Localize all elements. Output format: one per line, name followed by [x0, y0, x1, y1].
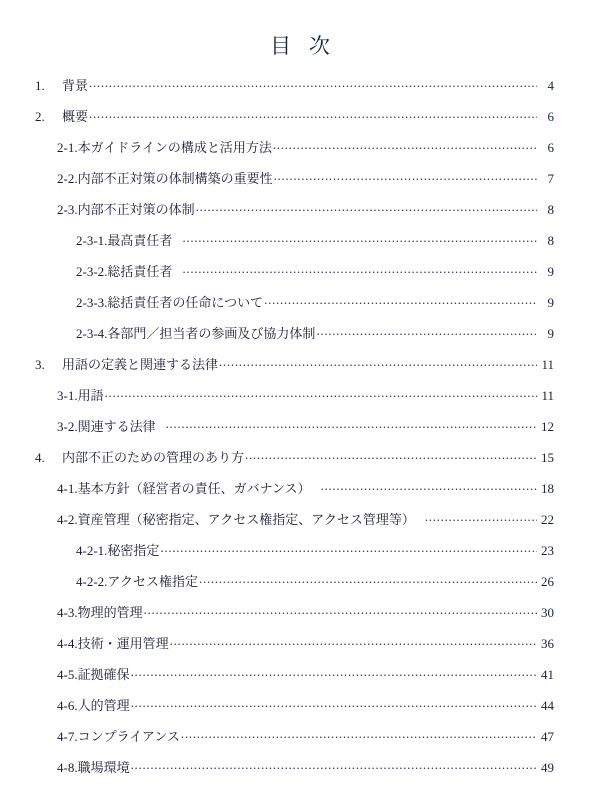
toc-entry-number: 4-4.: [57, 636, 78, 652]
toc-entry-label: 内部不正対策の体制構築の重要性: [77, 171, 273, 187]
dot-leader: [245, 449, 537, 462]
toc-entry-number: 3.: [35, 357, 45, 373]
toc-entry-page-number: 41: [541, 667, 554, 683]
toc-entry[interactable]: [0, 292, 600, 323]
dot-leader: [321, 480, 537, 493]
toc-entry[interactable]: [0, 385, 600, 416]
toc-entry-page-number: 12: [541, 419, 554, 435]
toc-entry-number: 4-2-1.: [76, 543, 108, 559]
dot-leader: [166, 418, 537, 431]
toc-entry-number: 4-6.: [57, 698, 78, 714]
toc-entry-label: 基本方針（経営者の責任、ガバナンス）: [77, 481, 311, 497]
toc-entry-page-number: 6: [547, 109, 554, 125]
toc-entry-label: 用語: [77, 388, 104, 404]
toc-entry[interactable]: [0, 726, 600, 757]
toc-entry-page-number: 18: [541, 481, 554, 497]
toc-entry-number: 2.: [35, 109, 45, 125]
toc-entry-number: 2-3-2.: [76, 264, 108, 280]
dot-leader: [264, 294, 537, 307]
toc-entry-page-number: 22: [541, 512, 554, 528]
dot-leader: [199, 573, 537, 586]
dot-leader: [182, 232, 537, 245]
toc-entry-label: 職場環境: [77, 760, 130, 776]
toc-entry-page-number: 11: [541, 388, 554, 404]
page-title: 目 次: [270, 34, 337, 58]
toc-entry-label: 関連する法律: [77, 419, 156, 435]
dot-leader: [131, 666, 537, 679]
toc-entry-page-number: 49: [541, 760, 554, 776]
toc-entry[interactable]: [0, 261, 600, 292]
dot-leader: [273, 139, 537, 152]
toc-entry-number: 4-2-2.: [76, 574, 108, 590]
toc-entry-page-number: 9: [547, 295, 554, 311]
toc-entry-page-number: 8: [547, 233, 554, 249]
dot-leader: [170, 635, 537, 648]
dot-leader: [144, 604, 537, 617]
toc-entry[interactable]: [0, 695, 600, 726]
toc-entry-number: 4-1.: [57, 481, 78, 497]
toc-entry[interactable]: [0, 137, 600, 168]
toc-entry-label: 本ガイドラインの構成と活用方法: [77, 140, 272, 156]
dot-leader: [89, 77, 537, 90]
toc-entry-number: 1.: [35, 78, 45, 94]
dot-leader: [425, 511, 537, 524]
toc-entry-label: 総括責任者の任命について: [107, 295, 264, 311]
toc-entry-number: 4-8.: [57, 760, 78, 776]
toc-entry-label: 証拠確保: [77, 667, 130, 683]
toc-entry-number: 2-3-4.: [76, 326, 108, 342]
toc-entry-number: 4.: [35, 450, 45, 466]
dot-leader: [182, 263, 537, 276]
dot-leader: [89, 108, 537, 121]
toc-entry-number: 2-3-3.: [76, 295, 108, 311]
toc-entry-number: 2-3-1.: [76, 233, 108, 249]
toc-entry[interactable]: [0, 323, 600, 354]
dot-leader: [196, 201, 537, 214]
toc-entry-page-number: 11: [541, 357, 554, 373]
toc-entry[interactable]: [0, 664, 600, 695]
table-of-contents: [0, 59, 600, 788]
toc-entry-page-number: 26: [541, 574, 554, 590]
toc-entry[interactable]: [0, 478, 600, 509]
toc-entry-label: 人的管理: [77, 698, 130, 714]
dot-leader: [160, 542, 537, 555]
toc-entry[interactable]: [0, 168, 600, 199]
dot-leader: [105, 387, 537, 400]
toc-entry-label: 最高責任者: [107, 233, 173, 249]
toc-entry[interactable]: [0, 571, 600, 602]
toc-entry[interactable]: [0, 199, 600, 230]
toc-entry-label: 内部不正のための管理のあり方: [62, 450, 245, 466]
toc-entry-number: 4-2.: [57, 512, 78, 528]
toc-entry-page-number: 30: [541, 605, 554, 621]
dot-leader: [131, 759, 537, 772]
toc-entry[interactable]: [0, 757, 600, 788]
toc-entry-page-number: 8: [547, 202, 554, 218]
toc-entry-label: 秘密指定: [107, 543, 160, 559]
toc-entry[interactable]: [0, 354, 600, 385]
toc-entry-number: 4-5.: [57, 667, 78, 683]
toc-entry[interactable]: [0, 75, 600, 106]
toc-entry-label: アクセス権指定: [107, 574, 199, 590]
toc-entry-page-number: 15: [541, 450, 554, 466]
toc-entry-page-number: 9: [547, 264, 554, 280]
toc-entry-page-number: 23: [541, 543, 554, 559]
toc-entry-label: 背景: [62, 78, 89, 94]
toc-entry-page-number: 4: [547, 78, 554, 94]
toc-entry-label: 物理的管理: [77, 605, 143, 621]
toc-entry[interactable]: [0, 602, 600, 633]
toc-entry-page-number: 7: [547, 171, 554, 187]
toc-entry-label: 技術・運用管理: [77, 636, 169, 652]
dot-leader: [219, 356, 537, 369]
toc-entry-page-number: 6: [547, 140, 554, 156]
toc-entry[interactable]: [0, 230, 600, 261]
toc-entry-label: 内部不正対策の体制: [77, 202, 195, 218]
toc-entry-page-number: 36: [541, 636, 554, 652]
toc-entry-label: 資産管理（秘密指定、アクセス権指定、アクセス管理等）: [77, 512, 415, 528]
toc-entry[interactable]: [0, 540, 600, 571]
toc-entry[interactable]: [0, 447, 600, 478]
toc-entry-number: 4-3.: [57, 605, 78, 621]
toc-entry[interactable]: [0, 416, 600, 447]
toc-entry-number: 4-7.: [57, 729, 78, 745]
toc-entry-label: コンプライアンス: [77, 729, 180, 745]
toc-entry-number: 2-1.: [57, 140, 78, 156]
toc-entry-page-number: 9: [547, 326, 554, 342]
toc-entry-number: 2-2.: [57, 171, 78, 187]
toc-entry-page-number: 44: [541, 698, 554, 714]
toc-entry-page-number: 47: [541, 729, 554, 745]
toc-entry-label: 概要: [62, 109, 89, 125]
toc-entry[interactable]: [0, 633, 600, 664]
dot-leader: [131, 697, 537, 710]
toc-entry-label: 各部門／担当者の参画及び協力体制: [107, 326, 316, 342]
toc-entry-number: 3-1.: [57, 388, 78, 404]
dot-leader: [274, 170, 537, 183]
dot-leader: [316, 325, 537, 338]
toc-entry[interactable]: [0, 509, 600, 540]
dot-leader: [181, 728, 537, 741]
toc-entry-label: 総括責任者: [107, 264, 173, 280]
toc-entry-label: 用語の定義と関連する法律: [62, 357, 219, 373]
toc-entry[interactable]: [0, 106, 600, 137]
toc-entry-number: 2-3.: [57, 202, 78, 218]
toc-entry-number: 3-2.: [57, 419, 78, 435]
